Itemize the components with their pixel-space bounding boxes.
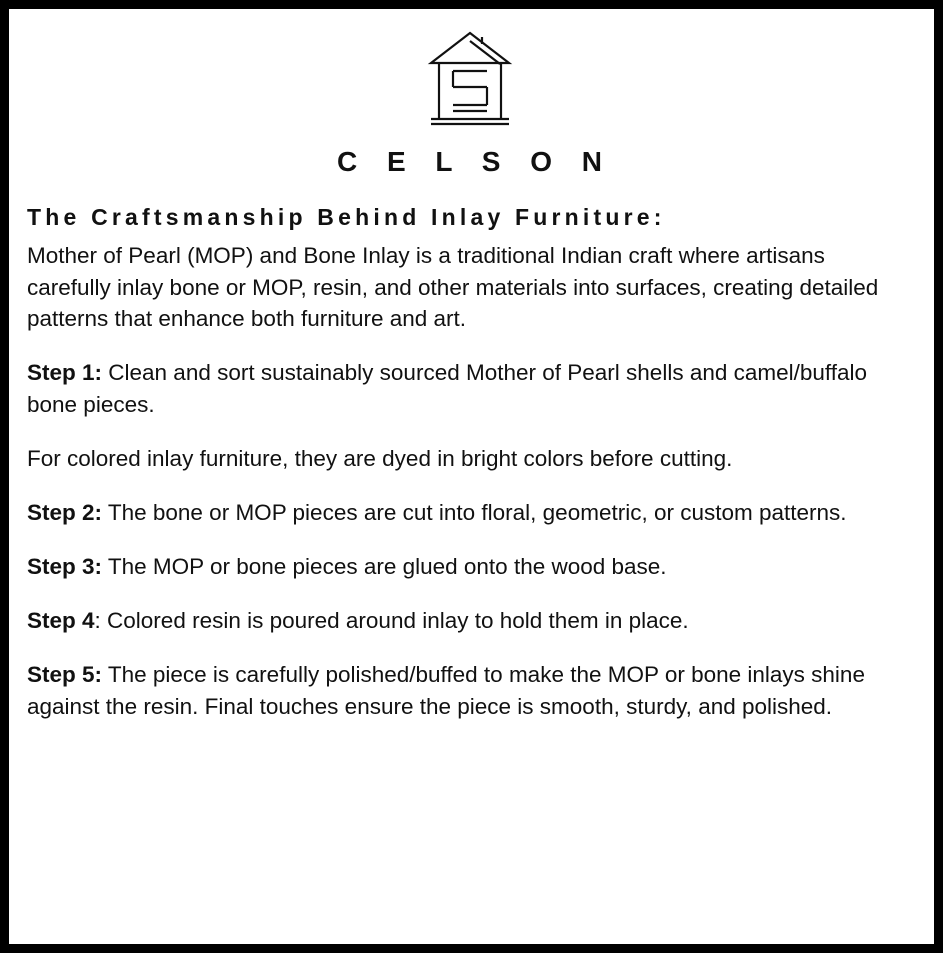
paragraph-text: The piece is carefully polished/buffed to make the MOP or bone inlays shine against the resin. Final touches ensure the piece is smooth, sturdy, and polished.	[27, 662, 865, 719]
paragraph-label: Step 2:	[27, 500, 103, 526]
paragraph-text: Mother of Pearl (MOP) and Bone Inlay is a traditional Indian craft where artisans carefully inlay bone or MOP, resin, and other materials into surfaces, creating detailed patterns that enhance both furniture and art.	[27, 242, 879, 332]
page-title: The Craftsmanship Behind Inlay Furniture:	[27, 204, 666, 230]
paragraph-step-1	[27, 357, 912, 421]
brand-name: C E L S O N	[336, 146, 614, 177]
paragraph-label: Step 5:	[27, 662, 103, 688]
paragraph-step-4	[27, 605, 912, 637]
paragraph-text: The MOP or bone pieces are glued onto the wood base.	[102, 554, 667, 580]
paragraph-label: Step 4	[27, 608, 95, 634]
paragraph-intro	[27, 240, 912, 336]
house-with-s-monogram-icon	[27, 27, 912, 132]
paragraph-text: The bone or MOP pieces are cut into floral, geometric, or custom patterns.	[102, 500, 847, 526]
paragraph-step-3	[27, 551, 912, 583]
paragraph-step-2	[27, 497, 912, 529]
paragraph-text: Clean and sort sustainably sourced Mother of Pearl shells and camel/buffalo bone pieces.	[27, 360, 868, 418]
paragraph-step-5	[27, 659, 912, 723]
document-inner	[9, 9, 934, 944]
paragraph-label: Step 1:	[27, 360, 103, 386]
paragraph-text: : Colored resin is poured around inlay to hold them in place.	[94, 608, 689, 634]
body-copy	[27, 240, 912, 723]
paragraph-colored-inlay	[27, 443, 912, 475]
brand-header	[27, 21, 912, 178]
paragraph-text: For colored inlay furniture, they are dyed in bright colors before cutting.	[27, 446, 733, 472]
paragraph-label: Step 3:	[27, 554, 103, 580]
